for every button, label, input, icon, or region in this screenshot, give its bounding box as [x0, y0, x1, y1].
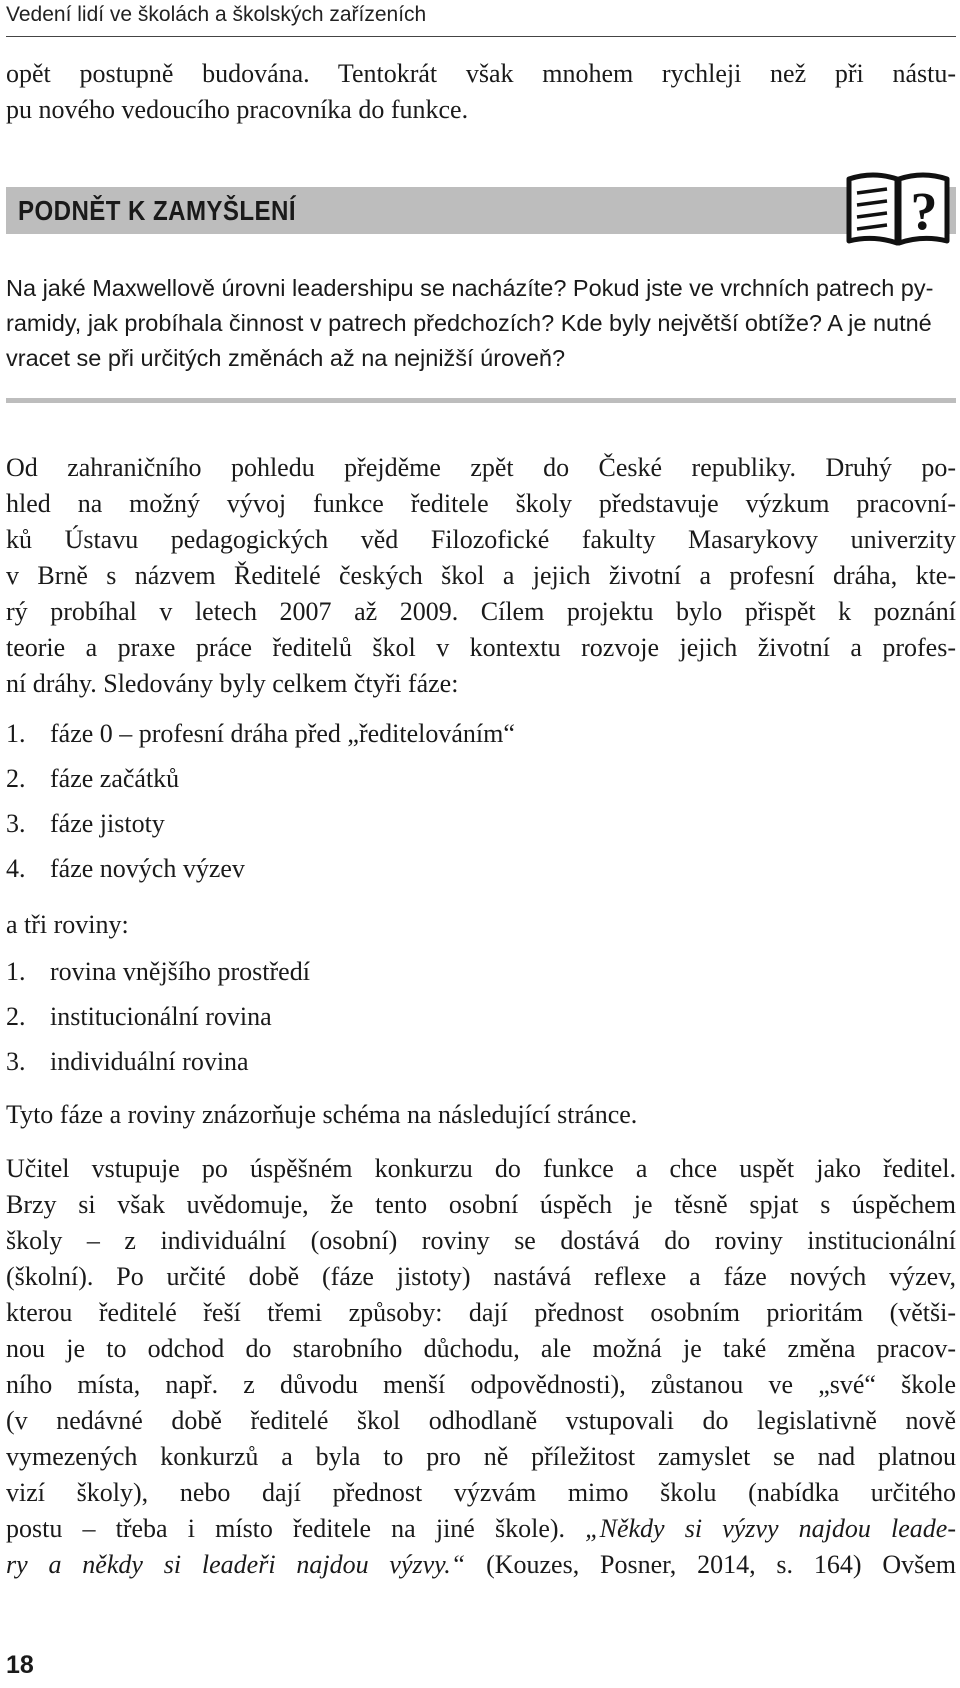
list-number: 3.: [6, 809, 26, 838]
text-segment: postu – třeba i místo ředitele na jiné škole).: [6, 1514, 586, 1543]
text-line: Na jaké Maxwellově úrovni leadershipu se nacházíte? Pokud jste ve vrchních patrech py-: [6, 275, 934, 301]
levels-intro: a tři roviny:: [6, 910, 129, 939]
page-number: 18: [6, 1651, 34, 1679]
list-item: [6, 949, 310, 994]
list-text: rovina vnějšího prostředí: [50, 957, 310, 986]
text-line: teorie a praxe práce ředitelů škol v kontextu rozvoje jejich životní a profes-: [6, 633, 956, 662]
list-number: 1.: [6, 957, 26, 986]
list-number: 1.: [6, 719, 26, 748]
text-line: opět postupně budována. Tentokrát však mnohem rychleji než při nástu-: [6, 59, 956, 88]
text-line: v Brně s názvem Ředitelé českých škol a jejich životní a profesní dráha, kte-: [6, 561, 956, 590]
header-rule: [6, 36, 956, 37]
list-item: [6, 801, 515, 846]
quote-segment: „Někdy si výzvy najdou leade-: [585, 1514, 956, 1543]
text-line: kterou ředitelé řeší třemi způsoby: dají přednost osobním prioritám (větši-: [6, 1298, 956, 1327]
list-number: 4.: [6, 854, 26, 883]
research-paragraph: [6, 450, 956, 702]
text-line: (školní). Po určité době (fáze jistoty) nastává reflexe a fáze nových výzev,: [6, 1262, 956, 1291]
phases-list: [6, 711, 515, 891]
list-number: 3.: [6, 1047, 26, 1076]
text-line: ků Ústavu pedagogických věd Filozofické fakulty Masarykovy univerzity: [6, 525, 956, 554]
text-line: vizí školy), nebo dají přednost výzvám mimo školu (nabídka určitého: [6, 1478, 956, 1507]
list-number: 2.: [6, 764, 26, 793]
list-item: [6, 846, 515, 891]
list-item: [6, 994, 310, 1039]
intro-paragraph: [6, 56, 956, 128]
list-text: fáze jistoty: [50, 809, 165, 838]
list-text: individuální rovina: [50, 1047, 249, 1076]
svg-text:?: ?: [910, 181, 938, 241]
text-line: hled na možný vývoj funkce ředitele školy představuje výzkum pracovní-: [6, 489, 956, 518]
list-number: 2.: [6, 1002, 26, 1031]
list-item: [6, 711, 515, 756]
list-item: [6, 756, 515, 801]
text-line: ramidy, jak probíhala činnost v patrech předchozích? Kde byly největší obtíže? A je nutné: [6, 310, 932, 336]
text-line: Od zahraničního pohledu přejděme zpět do České republiky. Druhý po-: [6, 453, 956, 482]
list-text: fáze začátků: [50, 764, 180, 793]
text-line: rý probíhal v letech 2007 až 2009. Cílem projektu bylo přispět k poznání: [6, 597, 956, 626]
reflection-box-bottom-rule: [6, 398, 956, 403]
text-line: ního místa, např. z důvodu menší odpovědnosti), zůstanou ve „své“ škole: [6, 1370, 956, 1399]
text-line: ní dráhy. Sledovány byly celkem čtyři fáze:: [6, 669, 459, 698]
list-text: fáze 0 – profesní dráha před „ředitelováním“: [50, 719, 515, 748]
text-line: [6, 1511, 956, 1547]
text-line: pu nového vedoucího pracovníka do funkce.: [6, 95, 469, 124]
levels-list: [6, 949, 310, 1084]
text-line: školy – z individuální (osobní) roviny se dostává do roviny institucionální: [6, 1226, 956, 1255]
text-line: [6, 1547, 956, 1583]
list-item: [6, 1039, 310, 1084]
quote-segment: ry a někdy si leadeři najdou výzvy.“: [6, 1550, 466, 1579]
book-question-icon: [843, 163, 953, 249]
text-line: nou je to odchod do starobního důchodu, ale možná je také změna pracov-: [6, 1334, 956, 1363]
scheme-note: Tyto fáze a roviny znázorňuje schéma na následující stránce.: [6, 1100, 638, 1129]
reflection-box-text: [6, 271, 956, 376]
text-line: Brzy si však uvědomuje, že tento osobní úspěch je těsně spjat s úspěchem: [6, 1190, 956, 1219]
text-line: vymezených konkurzů a byla to pro ně příležitost zamyslet se nad platnou: [6, 1442, 956, 1471]
reflection-box-title: PODNĚT K ZAMYŠLENÍ: [18, 195, 296, 226]
text-line: (v nedávné době ředitelé škol odhodlaně vstupovali do legislativně nově: [6, 1406, 956, 1435]
text-line: Učitel vstupuje po úspěšném konkurzu do funkce a chce uspět jako ředitel.: [6, 1154, 956, 1183]
citation-segment: (Kouzes, Posner, 2014, s. 164) Ovšem: [465, 1550, 956, 1579]
list-text: institucionální rovina: [50, 1002, 272, 1031]
list-text: fáze nových výzev: [50, 854, 245, 883]
text-line: vracet se při určitých změnách až na nejnižší úroveň?: [6, 345, 566, 371]
running-head: Vedení lidí ve školách a školských zařízeních: [6, 3, 427, 26]
teacher-paragraph: [6, 1151, 956, 1583]
